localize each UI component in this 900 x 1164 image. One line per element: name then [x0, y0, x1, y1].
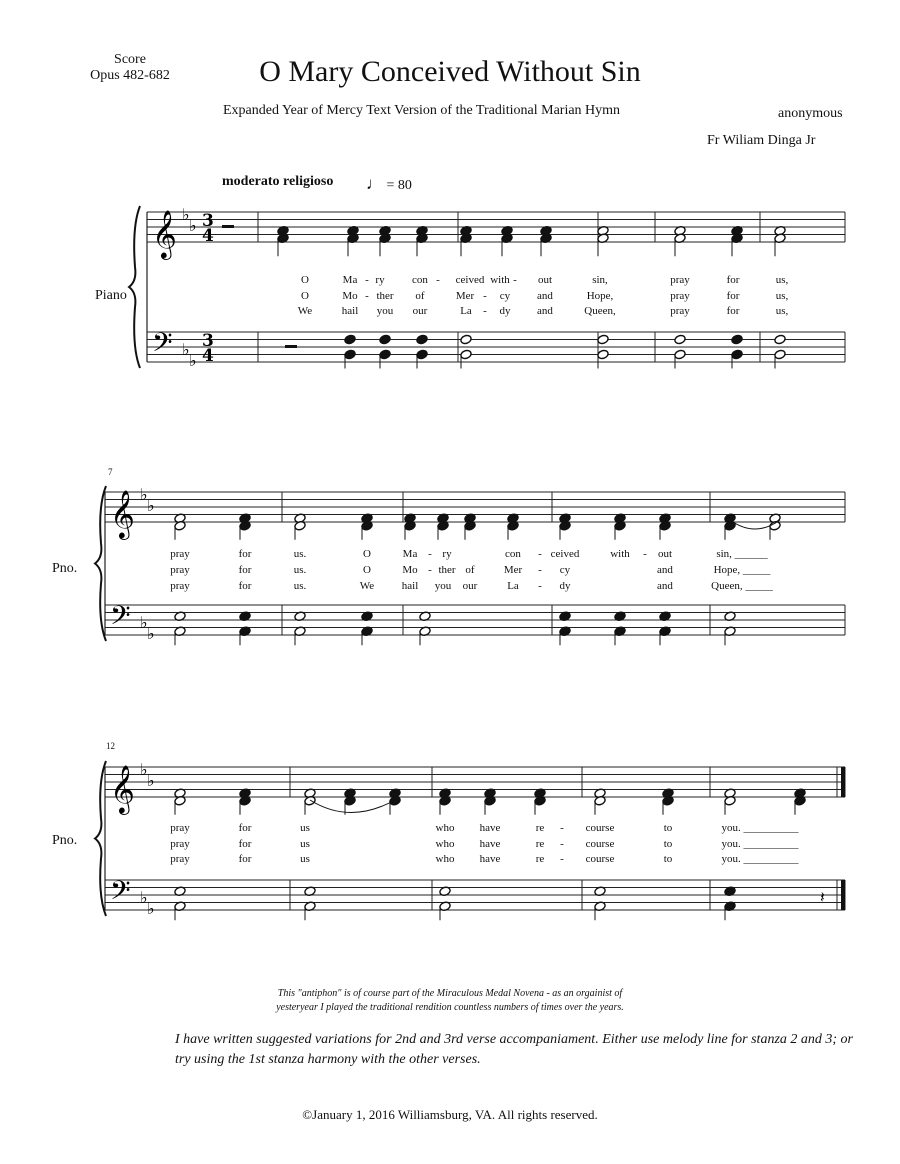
lyric-syllable: you. __________: [721, 853, 799, 865]
flat-icon: ♭: [140, 887, 148, 907]
lyric-syllable: us.: [293, 548, 307, 560]
lyric-syllable: cy: [559, 564, 571, 576]
treble-clef-icon: 𝄞: [110, 764, 135, 813]
lyric-syllable: Hope,: [586, 290, 614, 302]
lyric-syllable: Hope, _____: [713, 564, 771, 576]
notehead: [597, 334, 609, 345]
lyric-syllable: pray: [670, 305, 690, 317]
lyric-syllable: us: [300, 838, 310, 850]
lyric-syllable: with: [490, 274, 510, 286]
lyric-syllable: to: [663, 838, 673, 850]
lyric-syllable: who: [435, 838, 455, 850]
lyric-syllable: have: [479, 838, 501, 850]
lyric-syllable: Mo: [342, 290, 358, 302]
bass-clef-icon: 𝄢: [152, 326, 173, 365]
lyric-syllable: and: [537, 290, 553, 302]
lyric-syllable: hail: [401, 580, 419, 592]
lyric-syllable: us: [300, 822, 310, 834]
lyric-syllable: for: [726, 274, 740, 286]
lyric-syllable: out: [537, 274, 553, 286]
lyric-syllable: with: [610, 548, 630, 560]
lyric-syllable: to: [663, 853, 673, 865]
notehead: [460, 334, 472, 345]
tempo-text: moderato religioso: [222, 174, 334, 189]
notehead: [774, 349, 786, 360]
lyric-syllable: -: [538, 580, 542, 592]
lyric-syllable: re: [535, 838, 545, 850]
lyric-syllable: Mo: [402, 564, 418, 576]
flat-icon: ♭: [189, 351, 197, 370]
lyric-syllable: course: [585, 822, 615, 834]
lyric-syllable: -: [560, 853, 564, 865]
copyright: ©January 1, 2016 Williamsburg, VA. All rights reserved.: [302, 1107, 598, 1122]
lyric-syllable: -: [365, 290, 369, 302]
flat-icon: ♭: [182, 339, 190, 359]
flat-icon: ♭: [147, 899, 155, 918]
lyric-syllable: Mer: [503, 564, 523, 576]
lyric-syllable: -: [428, 548, 432, 560]
treble-clef-icon: 𝄞: [110, 489, 135, 538]
lyric-syllable: con: [412, 274, 428, 286]
lyric-syllable: -: [560, 838, 564, 850]
time-signature-bottom: 4: [202, 226, 214, 246]
lyric-syllable: hail: [341, 305, 359, 317]
lyric-syllable: pray: [170, 548, 190, 560]
lyric-syllable: cy: [499, 290, 511, 302]
flat-icon: ♭: [140, 484, 148, 504]
lyric-syllable: La: [507, 580, 519, 592]
lyric-syllable: for: [238, 580, 252, 592]
lyric-syllable: pray: [170, 822, 190, 834]
flat-icon: ♭: [182, 204, 190, 224]
lyric-syllable: La: [460, 305, 472, 317]
half-rest: [285, 345, 297, 348]
lyric-syllable: us,: [775, 290, 789, 302]
lyric-syllable: pray: [170, 580, 190, 592]
lyric-syllable: -: [560, 822, 564, 834]
tempo-bpm: = 80: [386, 178, 412, 193]
lyric-syllable: Queen, _____: [711, 580, 773, 592]
time-signature-bottom: 4: [202, 346, 214, 366]
lyric-syllable: pray: [170, 564, 190, 576]
lyric-syllable: Ma: [342, 274, 358, 286]
lyric-syllable: us,: [775, 305, 789, 317]
lyric-syllable: -: [483, 290, 487, 302]
flat-icon: ♭: [140, 612, 148, 632]
lyric-syllable: O: [363, 564, 371, 576]
lyric-syllable: con: [505, 548, 521, 560]
half-rest: [222, 225, 234, 228]
lyric-syllable: O: [301, 290, 309, 302]
lyric-syllable: ry: [442, 548, 452, 560]
bass-clef-icon: 𝄢: [110, 874, 131, 913]
lyric-syllable: us,: [775, 274, 789, 286]
flat-icon: ♭: [147, 771, 155, 790]
lyric-syllable: -: [428, 564, 432, 576]
lyric-syllable: We: [359, 580, 375, 592]
lyric-syllable: you. __________: [721, 838, 799, 850]
treble-clef-icon: 𝄞: [152, 209, 177, 258]
lyric-syllable: have: [479, 853, 501, 865]
lyric-syllable: for: [238, 564, 252, 576]
lyric-syllable: and: [657, 580, 673, 592]
lyric-syllable: ry: [375, 274, 385, 286]
lyric-syllable: ceived: [455, 274, 485, 286]
lyric-syllable: -: [365, 274, 369, 286]
instrument-label-short-1: Pno.: [52, 561, 78, 576]
brace: [95, 761, 106, 916]
antiphon-note-line2: yesteryear I played the traditional rendition countless numbers of times over the years.: [276, 1002, 624, 1013]
lyric-syllable: re: [535, 853, 545, 865]
lyric-syllable: us: [300, 853, 310, 865]
lyric-syllable: out: [657, 548, 673, 560]
flat-icon: ♭: [147, 496, 155, 515]
lyric-syllable: Queen,: [584, 305, 616, 317]
lyric-syllable: us.: [293, 580, 307, 592]
lyric-syllable: our: [412, 305, 428, 317]
lyric-syllable: ther: [376, 290, 394, 302]
lyric-syllable: ther: [438, 564, 456, 576]
lyric-syllable: who: [435, 822, 455, 834]
notehead: [344, 349, 356, 360]
lyric-syllable: pray: [670, 274, 690, 286]
lyric-syllable: -: [436, 274, 440, 286]
notehead: [379, 334, 391, 345]
lyric-syllable: have: [479, 822, 501, 834]
lyric-syllable: to: [663, 822, 673, 834]
lyric-syllable: who: [435, 853, 455, 865]
flat-icon: ♭: [140, 759, 148, 779]
brace: [129, 206, 140, 368]
lyric-syllable: pray: [170, 838, 190, 850]
lyric-syllable: ceived: [550, 548, 580, 560]
notehead: [674, 334, 686, 345]
lyric-syllable: -: [538, 564, 542, 576]
quarter-note-icon: ♩: [366, 174, 383, 193]
lyric-syllable: you: [434, 580, 452, 592]
lyric-syllable: for: [238, 548, 252, 560]
lyric-syllable: of: [465, 564, 475, 576]
measure-number-7: 7: [108, 467, 113, 477]
lyric-syllable: and: [537, 305, 553, 317]
lyric-syllable: dy: [499, 305, 511, 317]
time-signature-top: 3: [202, 211, 214, 231]
instrument-label-short-2: Pno.: [52, 833, 78, 848]
flat-icon: ♭: [189, 216, 197, 235]
lyric-syllable: you: [376, 305, 394, 317]
lyric-syllable: dy: [559, 580, 571, 592]
lyric-syllable: pray: [670, 290, 690, 302]
lyric-syllable: us.: [293, 564, 307, 576]
lyric-syllable: re: [535, 822, 545, 834]
composer: Fr Wiliam Dinga Jr: [707, 133, 816, 148]
quarter-rest-icon: 𝄽: [820, 887, 825, 907]
lyric-syllable: We: [297, 305, 313, 317]
notehead: [731, 334, 743, 345]
measure-number-12: 12: [106, 741, 115, 751]
bass-clef-icon: 𝄢: [110, 599, 131, 638]
lyric-syllable: sin,: [592, 274, 608, 286]
antiphon-note: [0, 987, 900, 1015]
lyric-syllable: you. __________: [721, 822, 799, 834]
lyric-syllable: -: [513, 274, 517, 286]
opus-number: Opus 482-682: [90, 68, 170, 83]
lyric-syllable: of: [415, 290, 425, 302]
time-signature-top: 3: [202, 331, 214, 351]
lyric-syllable: for: [238, 853, 252, 865]
lyric-syllable: Ma: [402, 548, 418, 560]
lyric-syllable: for: [726, 305, 740, 317]
notehead: [597, 349, 609, 360]
page-title: O Mary Conceived Without Sin: [259, 55, 641, 88]
lyric-syllable: and: [657, 564, 673, 576]
brace: [95, 486, 106, 641]
lyric-syllable: -: [483, 305, 487, 317]
final-barline: [841, 880, 845, 910]
notehead: [416, 334, 428, 345]
notehead: [344, 334, 356, 345]
lyric-syllable: sin, ______: [716, 548, 768, 560]
lyric-syllable: course: [585, 853, 615, 865]
score-label: Score: [114, 52, 146, 67]
notehead: [416, 349, 428, 360]
notehead: [731, 349, 743, 360]
lyric-syllable: O: [363, 548, 371, 560]
lyric-syllable: course: [585, 838, 615, 850]
lyric-syllable: for: [238, 838, 252, 850]
lyric-syllable: Mer: [455, 290, 475, 302]
flat-icon: ♭: [147, 624, 155, 643]
variation-note: I have written suggested variations for 2nd and 3rd verse accompaniament. Either use melody line for stanza 2 and 3; or try using the 1st stanza harmony with the other verses.: [175, 1032, 854, 1067]
antiphon-note-line1: This "antiphon" is of course part of the Miraculous Medal Novena - as an orgainist of: [277, 988, 623, 999]
lyric-syllable: for: [238, 822, 252, 834]
final-barline: [841, 767, 845, 797]
subtitle: Expanded Year of Mercy Text Version of the Traditional Marian Hymn: [223, 103, 621, 118]
notehead: [674, 349, 686, 360]
notehead: [774, 334, 786, 345]
lyric-syllable: for: [726, 290, 740, 302]
notehead: [379, 349, 391, 360]
lyric-syllable: -: [538, 548, 542, 560]
lyric-syllable: our: [462, 580, 478, 592]
lyric-syllable: -: [643, 548, 647, 560]
notehead: [460, 349, 472, 360]
instrument-label-full: Piano: [95, 288, 127, 303]
lyric-syllable: pray: [170, 853, 190, 865]
lyric-syllable: O: [301, 274, 309, 286]
lyricist: anonymous: [778, 106, 843, 121]
